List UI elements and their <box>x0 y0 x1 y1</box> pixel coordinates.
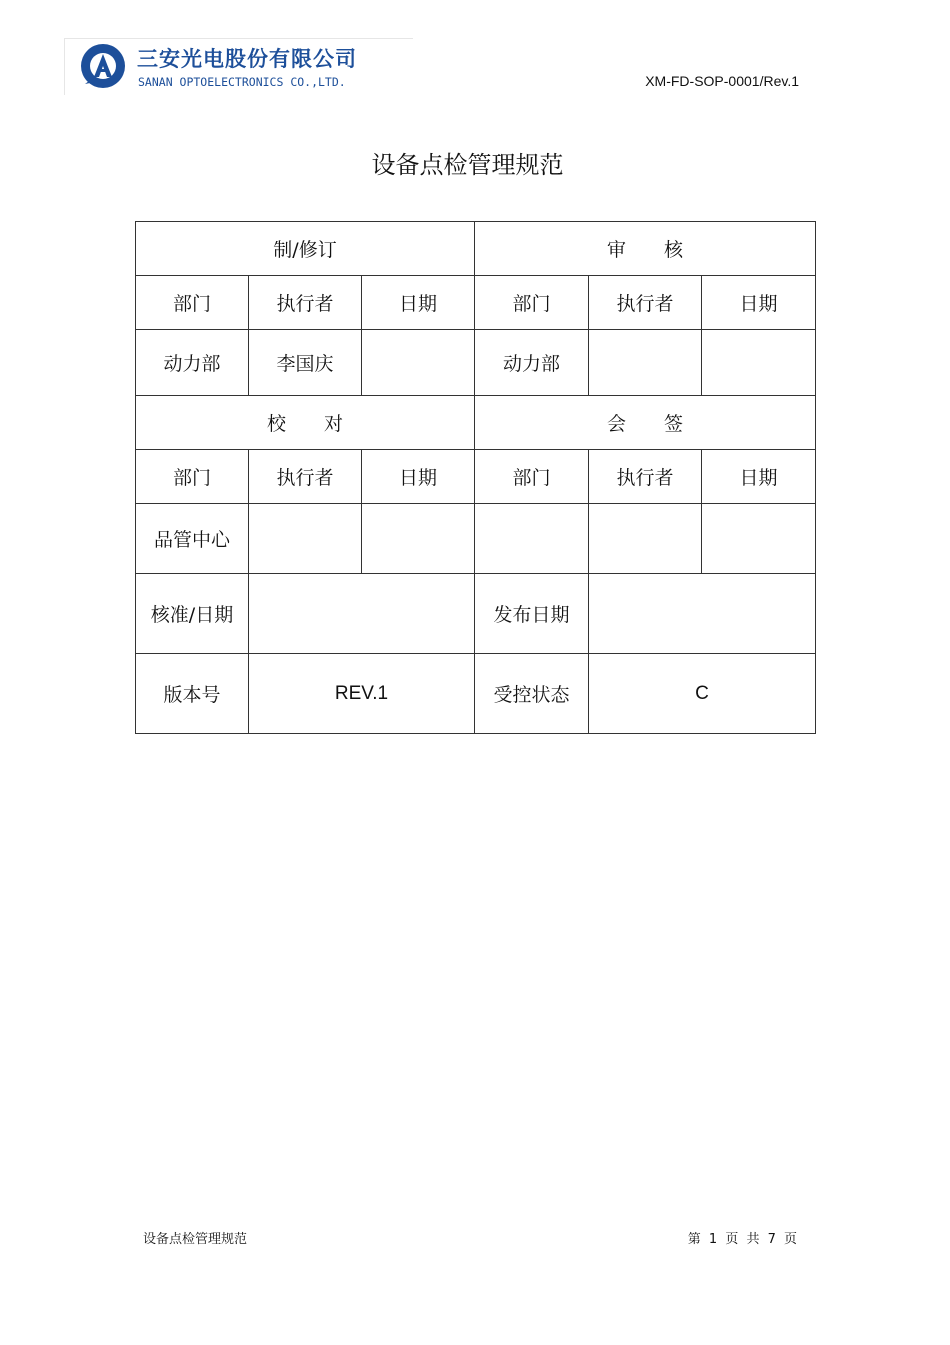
revise-executor-cell: 李国庆 <box>249 330 362 396</box>
table-row <box>136 222 816 276</box>
company-name-cn: 三安光电股份有限公司 <box>137 47 357 71</box>
table-row <box>136 396 816 450</box>
col-date-header: 日期 <box>702 450 816 504</box>
col-executor-header: 执行者 <box>249 450 362 504</box>
document-code: XM-FD-SOP-0001/Rev.1 <box>645 73 799 89</box>
table-row <box>136 504 816 574</box>
table-row <box>136 574 816 654</box>
version-value: REV.1 <box>249 654 475 734</box>
approve-value <box>249 574 475 654</box>
col-dept-header: 部门 <box>136 450 249 504</box>
table-row <box>136 654 816 734</box>
table-row <box>136 276 816 330</box>
countersign-dept-cell <box>475 504 589 574</box>
section-revise-header: 制/修订 <box>136 222 475 276</box>
table-row <box>136 450 816 504</box>
review-date-cell <box>702 330 816 396</box>
countersign-executor-cell <box>589 504 702 574</box>
section-countersign-header: 会 签 <box>475 396 816 450</box>
col-executor-header: 执行者 <box>249 276 362 330</box>
company-logo <box>64 38 413 95</box>
approve-label: 核准/日期 <box>136 574 249 654</box>
table-row <box>136 330 816 396</box>
col-dept-header: 部门 <box>475 450 589 504</box>
proof-dept-cell: 品管中心 <box>136 504 249 574</box>
col-date-header: 日期 <box>702 276 816 330</box>
section-proof-header: 校 对 <box>136 396 475 450</box>
revise-date-cell <box>362 330 475 396</box>
release-date-label: 发布日期 <box>475 574 589 654</box>
col-executor-header: 执行者 <box>589 276 702 330</box>
company-name-en: SANAN OPTOELECTRONICS CO.,LTD. <box>138 75 346 89</box>
countersign-date-cell <box>702 504 816 574</box>
revise-dept-cell: 动力部 <box>136 330 249 396</box>
col-date-header: 日期 <box>362 276 475 330</box>
sanan-logo-icon <box>79 39 129 93</box>
approval-table <box>135 221 816 734</box>
control-status-value: C <box>589 654 816 734</box>
footer-doc-name: 设备点检管理规范 <box>143 1232 248 1247</box>
col-date-header: 日期 <box>362 450 475 504</box>
footer-page-info: 第 1 页 共 7 页 <box>687 1232 797 1247</box>
col-dept-header: 部门 <box>475 276 589 330</box>
review-executor-cell <box>589 330 702 396</box>
control-status-label: 受控状态 <box>475 654 589 734</box>
release-date-value <box>589 574 816 654</box>
page-title: 设备点检管理规范 <box>371 151 564 179</box>
proof-executor-cell <box>249 504 362 574</box>
review-dept-cell: 动力部 <box>475 330 589 396</box>
col-executor-header: 执行者 <box>589 450 702 504</box>
section-review-header: 审 核 <box>475 222 816 276</box>
version-label: 版本号 <box>136 654 249 734</box>
col-dept-header: 部门 <box>136 276 249 330</box>
proof-date-cell <box>362 504 475 574</box>
